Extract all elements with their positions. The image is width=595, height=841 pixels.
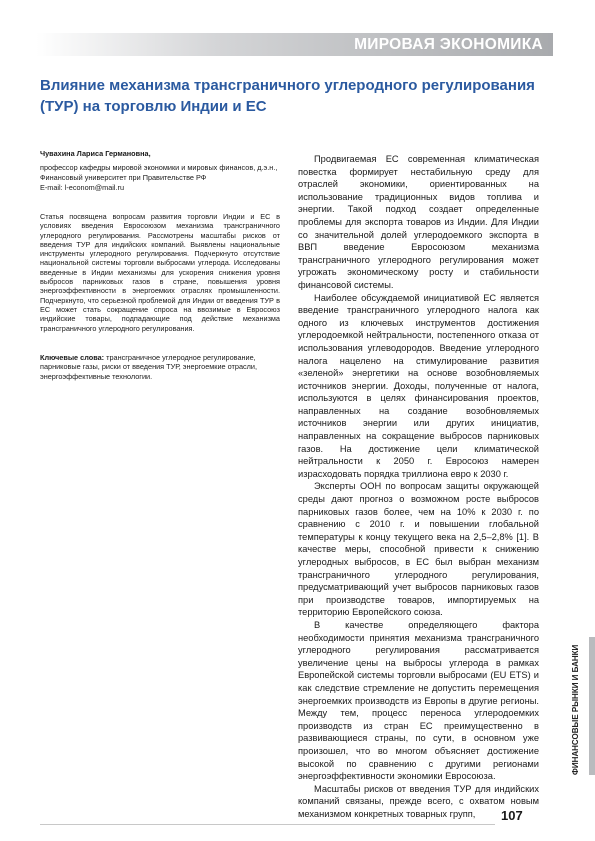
side-tab-bar: [589, 637, 595, 775]
paragraph: Масштабы рисков от введения ТУР для индийских компаний связаны, прежде всего, с охватом новым механизмом конкретных товарных групп,: [298, 783, 539, 819]
paragraph: В качестве определяющего фактора необходимости принятия механизма трансграничного углеродного регулирования рассматривается увеличение цены на выбросы углерода в рамках Европейской системы торговли выбросами (EU ETS) и как следствие стремление не допустить перемещения энергоемких производств из Европы в другие регионы. Между тем, процесс переноса углеродоемких производств из стран ЕС преимущественно в развивающиеся страны, по сути, в основном уже произошел, что во многом объясняет достижение высокой по сравнению с другими регионами энергоэффективности экономики Евросоюза.: [298, 619, 539, 782]
author-affiliation: профессор кафедры мировой экономики и мировых финансов, д.э.н., Финансовый университет при Правительстве РФ: [40, 163, 278, 182]
main-text-column: [298, 153, 539, 820]
abstract: Статья посвящена вопросам развития торговли Индии и ЕС в условиях введения Евросоюзом механизма трансграничного углеродного регулирования. Рассмотрены масштабы рисков от введения ТУР для индийских компаний. Выявлены национальные инструменты углеродного регулирования. Подчеркнуто отсутствие национальной системы торговли выбросами углерода. Исследованы введенные в Индии механизмы для ускорения снижения уровня выбросов парниковых газов в стране, повышения уровня энергоэффективности в энергоемких отраслях промышленности. Подчеркнуто, что серьезной проблемой для Индии от введения ТУР в ЕС может стать сокращение спроса на ввозимые в Евросоюз индийские товары, подпадающие под действие механизма трансграничного углеродного регулирования.: [40, 212, 280, 333]
keywords-text: трансграничное углеродное регулирование, парниковые газы, риски от введения ТУР, энергоемкие отрасли, энергоэффективные технологии.: [40, 353, 258, 381]
paragraph: Эксперты ООН по вопросам защиты окружающей среды дают прогноз о возможном росте выбросов парниковых газов более, чем на 10% к 2030 г. по сравнению с 2010 г. и повышении глобальной температуры к концу текущего века на 2,5–2,8% [1]. В качестве меры, способной привести к снижению углеродных выбросов, в ЕС был выбран механизм трансграничного углеродного регулирования, предусматривающий учет выбросов парниковых газов при производстве товаров, импортируемых на территорию Европейского союза.: [298, 481, 539, 618]
paragraph: Продвигаемая ЕС современная климатическая повестка формирует нестабильную среду для отраслей экономики, ориентированных на использование традиционных видов топлива и энергии. Такой подход создает определенные проблемы для экспорта товаров из Индии. Для Индии со значительной долей углеродоемкого экспорта в ВВП введение Евросоюзом механизма трансграничного углеродного регулирования может угрожать экономическому росту и стабильности финансовой системы.: [298, 154, 539, 290]
section-title: МИРОВАЯ ЭКОНОМИКА: [354, 36, 543, 53]
author-name: Чувахина Лариса Германовна,: [40, 149, 151, 158]
author-block: [40, 149, 280, 193]
footer-divider: [40, 824, 495, 825]
keywords: [40, 353, 280, 381]
page-number: 107: [501, 808, 523, 823]
paragraph: Наиболее обсуждаемой инициативой ЕС является введение трансграничного углеродного налога как одного из ключевых инструментов достижения углеродоемкой нейтральности, постепенного отказа от использования углеводородов. Введение углеродного налога нацелено на стимулирование развития «зеленой» энергетики на основе возобновляемых источников энергии. Доходы, полученные от налога, используются в целях финансирования проектов, направленных на создание возобновляемых источников энергии или других инициатив, направленных на сокращение выбросов парниковых газов. На достижение цели климатической нейтральности к 2050 г. Евросоюз намерен израсходовать порядка триллиона евро к 2030 г.: [298, 292, 539, 479]
side-tab: [551, 637, 595, 775]
author-email: E-mail: l-econom@mail.ru: [40, 183, 125, 192]
article-title: Влияние механизма трансграничного углеродного регулирования (ТУР) на торговлю Индии и ЕС: [40, 77, 535, 115]
side-tab-label: ФИНАНСОВЫЕ РЫНКИ И БАНКИ: [571, 644, 580, 775]
section-header-bar: [36, 33, 553, 56]
keywords-label: Ключевые слова:: [40, 353, 105, 362]
